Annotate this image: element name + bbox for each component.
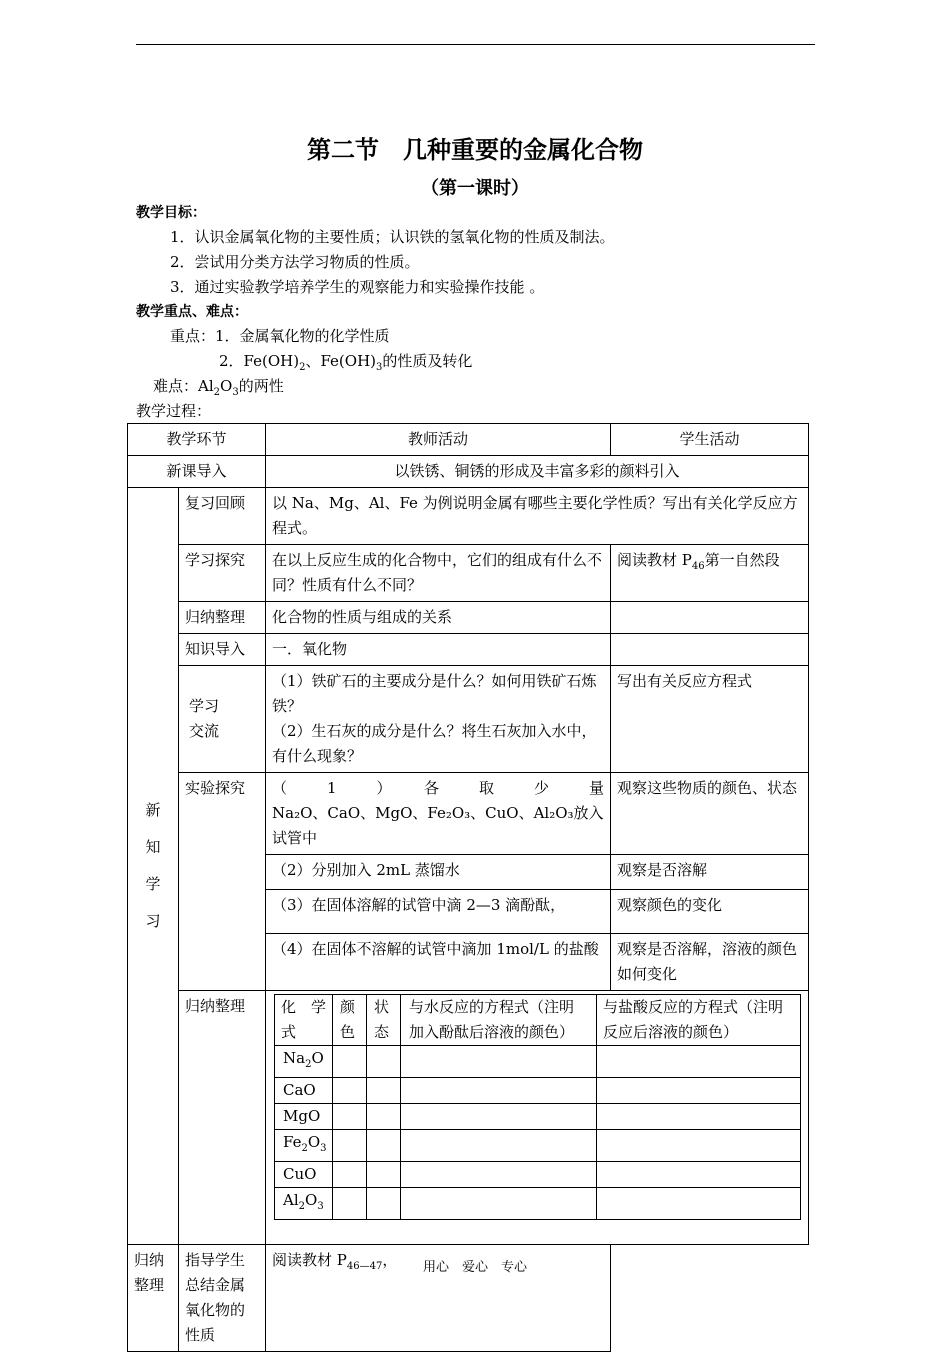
explore-stage: 学习探究 [179,545,266,602]
summary3-student: 阅读教材 $P_{46—47}$， [266,1245,611,1352]
explore-student: 阅读教材 $P_{46}$第一自然段 [611,545,809,602]
experiment-1: （ 1 ） 各 取 少 量 Na₂O、CaO、MgO、Fe₂O₃、CuO、Al₂O₃放入试管中 [266,773,611,855]
table-row [128,773,809,855]
formula-fe2o3: $Fe_2O_3$ [275,1130,333,1162]
formula-na2o: $Na_2O$ [275,1046,333,1078]
table-row [128,488,809,545]
formula-mgo: MgO [275,1104,333,1130]
experiment-1-student: 观察这些物质的颜色、状态 [611,773,809,855]
intro-stage: 新课导入 [128,456,266,488]
summary3-teacher: 指导学生总结金属氧化物的性质 [179,1245,266,1352]
experiment-stage: 实验探究 [179,773,266,991]
experiment-3: （3）在固体溶解的试管中滴 2—3 滴酚酞， [266,890,611,934]
exchange-stage: 学习 交流 [179,666,266,773]
teaching-process-table [127,423,809,1352]
summary3-stage: 归纳整理 [128,1245,179,1352]
keypoint-2: 2．$Fe(OH)_2$、$Fe(OH)_3$的性质及转化 [219,352,473,373]
intro-text: 以铁锈、铜锈的形成及丰富多彩的颜料引入 [266,456,809,488]
knowledge-teacher: 一．氧化物 [266,634,611,666]
process-heading: 教学过程： [136,402,212,420]
table-row [128,634,809,666]
table-row [128,456,809,488]
oxide-summary-cell [266,991,809,1245]
inner-head-acid: 与盐酸反应的方程式（注明反应后溶液的颜色） [597,995,801,1046]
inner-row [275,1104,801,1130]
knowledge-stage: 知识导入 [179,634,266,666]
knowledge-student [611,634,809,666]
inner-row [275,1130,801,1162]
objective-2: 2．尝试用分类方法学习物质的性质。 [170,253,420,271]
experiment-3-student: 观察颜色的变化 [611,890,809,934]
header-stage: 教学环节 [128,424,266,456]
table-header-row [128,424,809,456]
section-label: 新 知 学 习 [128,488,179,1245]
experiment-2-student: 观察是否溶解 [611,855,809,890]
header-teacher: 教师活动 [266,424,611,456]
inner-head-water: 与水反应的方程式（注明加入酚酞后溶液的颜色） [401,995,597,1046]
formula-al2o3: $Al_2O_3$ [275,1188,333,1220]
inner-header-row [275,995,801,1046]
page-subtitle: （第一课时） [421,178,529,199]
page-title: 第二节 几种重要的金属化合物 [307,136,643,164]
table-row [128,602,809,634]
table-row [128,666,809,773]
formula-cao: CaO [275,1078,333,1104]
difficulty: 难点：$Al_2O_3$的两性 [153,377,284,398]
summary-stage: 归纳整理 [179,602,266,634]
header-student: 学生活动 [611,424,809,456]
header-rule [136,44,815,45]
review-stage: 复习回顾 [179,488,266,545]
exchange-teacher: （1）铁矿石的主要成分是什么？如何用铁矿石炼铁？ （2）生石灰的成分是什么？将生石灰加入水中，有什么现象？ [266,666,611,773]
review-text: 以 Na、Mg、Al、Fe 为例说明金属有哪些主要化学性质？写出有关化学反应方程式。 [266,488,809,545]
exchange-student: 写出有关反应方程式 [611,666,809,773]
oxide-properties-table [274,994,801,1220]
summary-teacher: 化合物的性质与组成的关系 [266,602,611,634]
table-row [128,991,809,1245]
inner-row [275,1078,801,1104]
keypoint-1: 重点：1．金属氧化物的化学性质 [170,327,390,345]
inner-head-color: 颜色 [333,995,367,1046]
experiment-4-student: 观察是否溶解，溶液的颜色如何变化 [611,934,809,991]
formula-cuo: CuO [275,1162,333,1188]
explore-teacher: 在以上反应生成的化合物中，它们的组成有什么不同？性质有什么不同？ [266,545,611,602]
inner-row [275,1188,801,1220]
inner-row [275,1162,801,1188]
inner-head-formula: 化 学式 [275,995,333,1046]
objectives-heading: 教学目标： [136,205,206,221]
inner-head-state: 状态 [367,995,401,1046]
inner-row [275,1046,801,1078]
objective-1: 1．认识金属氧化物的主要性质；认识铁的氢氧化物的性质及制法。 [170,228,615,246]
summary2-stage: 归纳整理 [179,991,266,1245]
page-footer: 用心 爱心 专心 [422,1260,527,1275]
experiment-2: （2）分别加入 2mL 蒸馏水 [266,855,611,890]
table-row [128,545,809,602]
summary-student [611,602,809,634]
experiment-4: （4）在固体不溶解的试管中滴加 1mol/L 的盐酸 [266,934,611,991]
keypoints-heading: 教学重点、难点： [136,304,248,320]
objective-3: 3．通过实验教学培养学生的观察能力和实验操作技能 。 [170,278,545,296]
